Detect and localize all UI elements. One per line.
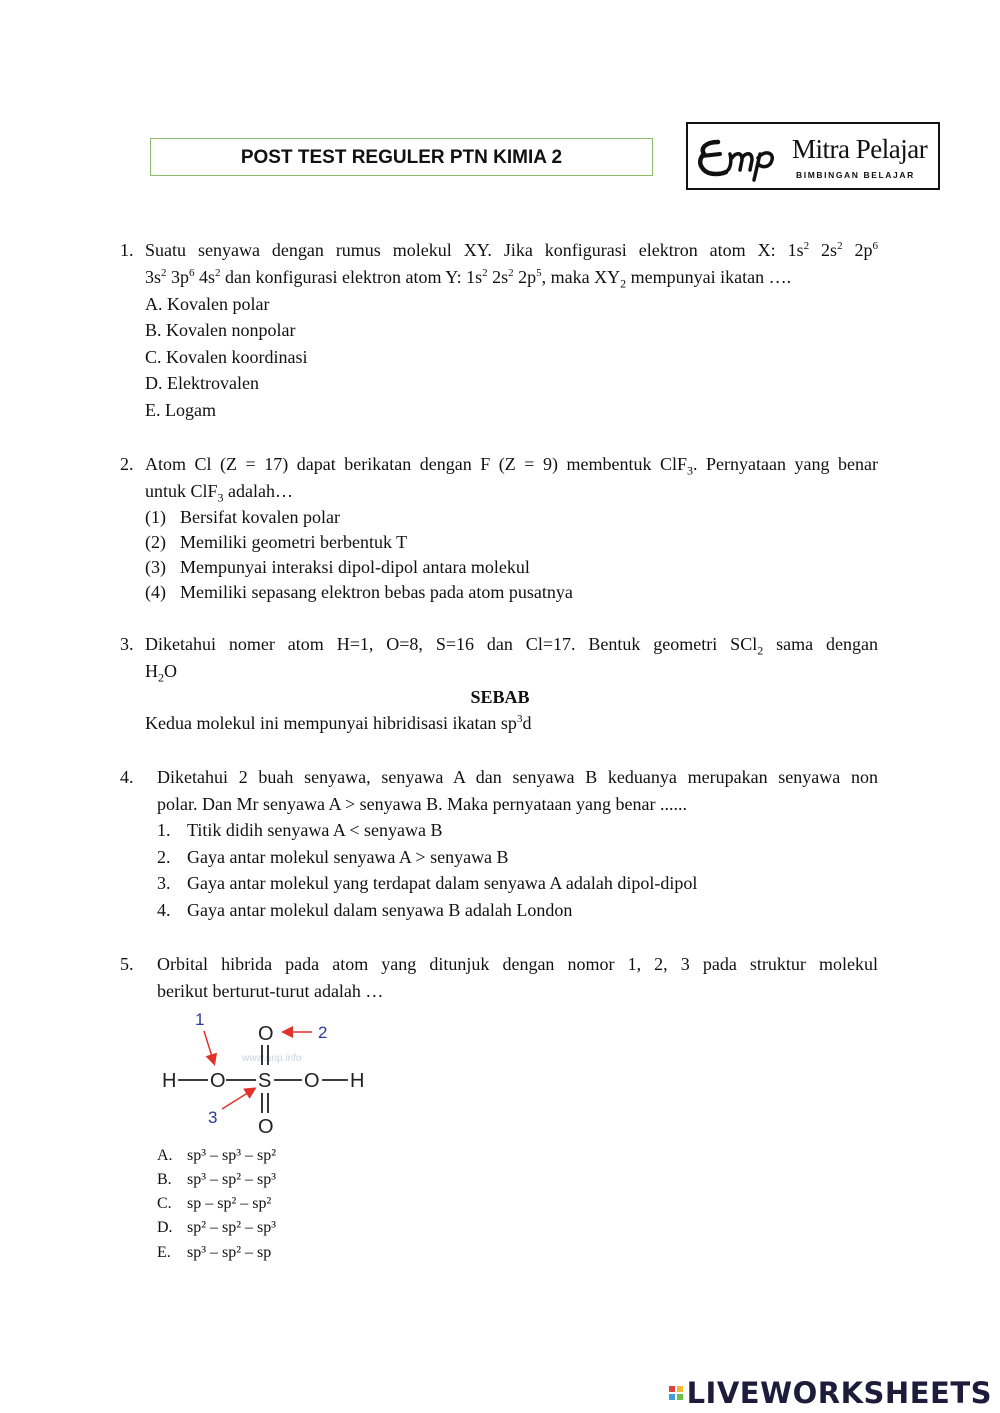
question-number: 2.	[120, 454, 134, 474]
option-d[interactable]: D. sp² – sp² – sp³	[157, 1219, 277, 1236]
sulfuric-acid-structure	[150, 1005, 390, 1140]
arrow-3	[222, 1089, 254, 1109]
option-b[interactable]: B. sp³ – sp² – sp³	[157, 1171, 277, 1188]
marker-3: 3	[208, 1108, 218, 1127]
atom-o-bottom: O	[258, 1116, 274, 1138]
question-5-line-1: Orbital hibrida pada atom yang ditunjuk dengan nomor 1, 2, 3 pada struktur molekul	[157, 954, 878, 974]
logo-tagline: BIMBINGAN BELAJAR	[796, 170, 915, 180]
liveworksheets-wordmark: LIVEWORKSHEETS	[686, 1376, 992, 1410]
statement-item: (1) Bersifat kovalen polar	[145, 507, 340, 527]
question-4-line-2: polar. Dan Mr senyawa A > senyawa B. Maka pernyataan yang benar ......	[157, 794, 687, 814]
arrow-1	[204, 1031, 214, 1063]
logo	[686, 122, 940, 190]
question-number: 5.	[120, 954, 134, 974]
atom-h-right: H	[350, 1070, 365, 1092]
watermark: www.urip.info	[242, 1053, 302, 1064]
marker-2: 2	[318, 1023, 328, 1042]
statement-item: (4) Memiliki sepasang elektron bebas pada atom pusatnya	[145, 582, 573, 602]
option-d[interactable]: D. Elektrovalen	[145, 373, 259, 393]
logo-emp-mark	[692, 132, 792, 182]
question-3-line-2: $H_2O$	[145, 661, 177, 685]
option-e[interactable]: E. sp³ – sp² – sp	[157, 1244, 272, 1261]
question-5-line-2: berikut berturut-turut adalah …	[157, 981, 384, 1001]
option-c[interactable]: C. sp – sp² – sp²	[157, 1195, 272, 1212]
question-number: 1.	[120, 240, 134, 260]
statement-item: 3. Gaya antar molekul yang terdapat dalam senyawa A adalah dipol-dipol	[157, 873, 698, 893]
atom-s: S	[258, 1070, 272, 1092]
option-a[interactable]: A. Kovalen polar	[145, 294, 270, 314]
question-number: 3.	[120, 634, 134, 654]
option-a[interactable]: A. sp³ – sp³ – sp²	[157, 1147, 277, 1164]
atom-o-right: O	[304, 1070, 320, 1092]
question-4-line-1: Diketahui 2 buah senyawa, senyawa A dan senyawa B keduanya merupakan senyawa non	[157, 767, 878, 787]
question-3-line-1: Diketahui nomer atom H=1, O=8, S=16 dan Cl=17. Bentuk geometri SCl$_2$ sama dengan	[145, 634, 879, 658]
statement-item: 1. Titik didih senyawa A < senyawa B	[157, 820, 443, 840]
option-e[interactable]: E. Logam	[145, 400, 216, 420]
atom-o-top: O	[258, 1023, 274, 1045]
title-box	[150, 138, 653, 176]
statement-item: 4. Gaya antar molekul dalam senyawa B adalah London	[157, 900, 573, 920]
option-c[interactable]: C. Kovalen koordinasi	[145, 347, 308, 367]
question-1-line-1: Suatu senyawa dengan rumus molekul XY. Jika konfigurasi elektron atom X: $1s^2$ $2s^2$ $2p^6$	[145, 240, 879, 260]
marker-1: 1	[195, 1010, 205, 1029]
liveworksheets-brand[interactable]	[669, 1376, 992, 1410]
question-number: 4.	[120, 767, 134, 787]
page-title: POST TEST REGULER PTN KIMIA 2	[240, 147, 563, 168]
logo-name: Mitra Pelajar	[792, 134, 928, 164]
liveworksheets-logo-icon	[669, 1386, 683, 1400]
question-3-reason: Kedua molekul ini mempunyai hibridisasi ikatan $sp^3d$	[145, 713, 532, 733]
question-2-line-2: untuk ClF$_3$ adalah…	[145, 481, 293, 505]
statement-item: (2) Memiliki geometri berbentuk T	[145, 532, 408, 552]
question-1-line-2: $3s^2$ $3p^6$ $4s^2$ dan konfigurasi elektron atom Y: $1s^2$ $2s^2$ $2p^5$, maka $XY_2$ mempunyai ikatan ….	[145, 267, 792, 291]
atom-o-left: O	[210, 1070, 226, 1092]
statement-item: 2. Gaya antar molekul senyawa A > senyawa B	[157, 847, 509, 867]
connector-sebab: SEBAB	[470, 687, 530, 707]
atom-h-left: H	[162, 1070, 177, 1092]
statement-item: (3) Mempunyai interaksi dipol-dipol antara molekul	[145, 557, 530, 577]
option-b[interactable]: B. Kovalen nonpolar	[145, 320, 296, 340]
question-2-line-1: Atom Cl (Z = 17) dapat berikatan dengan F (Z = 9) membentuk ClF$_3$. Pernyataan yang benar	[145, 454, 878, 478]
